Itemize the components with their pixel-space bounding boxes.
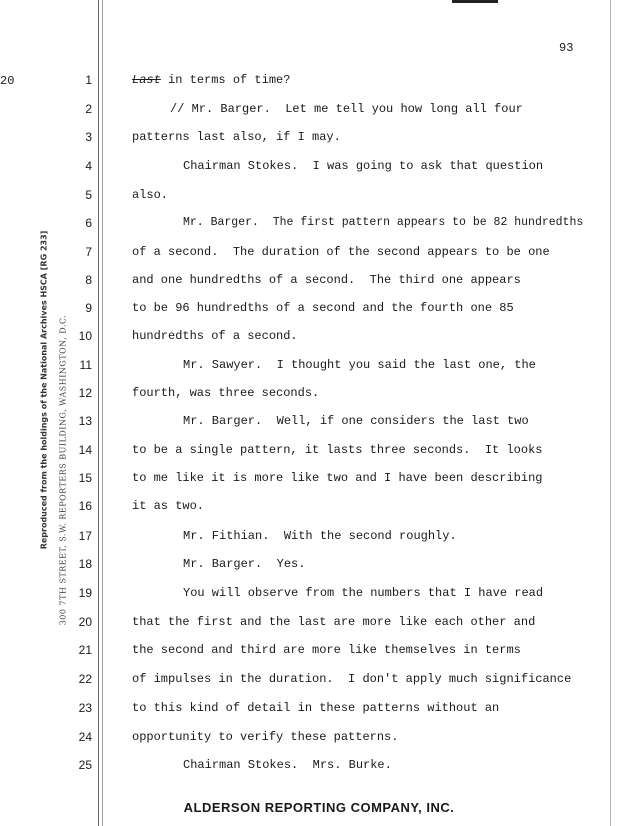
line-number: 15 bbox=[78, 471, 92, 485]
line-number: 7 bbox=[85, 245, 92, 259]
struck-word: Last bbox=[132, 73, 161, 87]
line-number: 11 bbox=[79, 358, 92, 372]
transcript-line: the second and third are more like themselves in terms bbox=[132, 643, 521, 657]
transcript-line: Mr. Barger. Well, if one considers the last two bbox=[183, 414, 529, 428]
line-number: 21 bbox=[78, 643, 92, 657]
transcript-line: it as two. bbox=[132, 499, 205, 513]
left-margin-rule bbox=[98, 0, 99, 826]
line-number: 2 bbox=[85, 102, 92, 116]
line-number: 1 bbox=[85, 73, 92, 87]
right-margin-rule bbox=[610, 0, 611, 826]
reporter-address-stamp: 300 7TH STREET, S.W. REPORTERS BUILDING, WASHINGTON, D.C. bbox=[58, 314, 68, 626]
line-number: 17 bbox=[78, 529, 92, 543]
line-number: 14 bbox=[78, 443, 92, 457]
line-number: 12 bbox=[78, 386, 92, 400]
page-number: 93 bbox=[559, 41, 574, 55]
line-number: 3 bbox=[85, 130, 92, 144]
reporting-company-footer: ALDERSON REPORTING COMPANY, INC. bbox=[183, 800, 455, 815]
transcript-line: hundredths of a second. bbox=[132, 329, 298, 343]
line-number: 5 bbox=[85, 188, 92, 202]
line-number: 10 bbox=[78, 329, 92, 343]
transcript-line: also. bbox=[132, 188, 169, 202]
transcript-line: to me like it is more like two and I have been describing bbox=[132, 471, 543, 485]
top-edge-mark bbox=[452, 0, 498, 3]
transcript-line: of impulses in the duration. I don't apply much significance bbox=[132, 672, 572, 686]
transcript-line: opportunity to verify these patterns. bbox=[132, 730, 399, 744]
transcript-line: Mr. Sawyer. I thought you said the last one, the bbox=[183, 358, 536, 372]
transcript-line: patterns last also, if I may. bbox=[132, 130, 341, 144]
transcript-line: to this kind of detail in these patterns without an bbox=[132, 701, 500, 715]
line-number: 20 bbox=[78, 615, 92, 629]
transcript-line: fourth, was three seconds. bbox=[132, 386, 320, 400]
transcript-line: Mr. Fithian. With the second roughly. bbox=[183, 529, 457, 543]
line-number: 6 bbox=[85, 216, 92, 230]
line-number: 18 bbox=[78, 557, 92, 571]
transcript-line: // Mr. Barger. Let me tell you how long all four bbox=[170, 102, 523, 116]
transcript-line: that the first and the last are more like each other and bbox=[132, 615, 536, 629]
archive-source-stamp: Reproduced from the holdings of the National Archives HSCA [RG 233] bbox=[39, 230, 49, 550]
transcript-line: to be 96 hundredths of a second and the fourth one 85 bbox=[132, 301, 514, 315]
line-number: 24 bbox=[78, 730, 92, 744]
left-margin-rule-inner bbox=[102, 0, 103, 826]
transcript-line: You will observe from the numbers that I have read bbox=[183, 586, 544, 600]
transcript-line: Chairman Stokes. Mrs. Burke. bbox=[183, 758, 392, 772]
line-number: 9 bbox=[85, 301, 92, 315]
transcript-line: Mr. Barger. Yes. bbox=[183, 557, 306, 571]
line-number: 25 bbox=[78, 758, 92, 772]
transcript-line: Last in terms of time? bbox=[132, 73, 291, 87]
line-number: 13 bbox=[78, 414, 92, 428]
transcript-line: of a second. The duration of the second appears to be one bbox=[132, 245, 550, 259]
line-number: 8 bbox=[85, 273, 92, 287]
line-number: 4 bbox=[85, 159, 92, 173]
line-number: 19 bbox=[78, 586, 92, 600]
transcript-line: Chairman Stokes. I was going to ask that question bbox=[183, 159, 544, 173]
line-number: 22 bbox=[78, 672, 92, 686]
transcript-line: to be a single pattern, it lasts three seconds. It looks bbox=[132, 443, 543, 457]
line-number: 16 bbox=[78, 499, 92, 513]
transcript-line: and one hundredths of a second. The third one appears bbox=[132, 273, 521, 287]
margin-number: 20 bbox=[0, 74, 15, 88]
line-number: 23 bbox=[78, 701, 92, 715]
transcript-line: Mr. Barger. The first pattern appears to be 82 hundredths bbox=[183, 216, 584, 229]
